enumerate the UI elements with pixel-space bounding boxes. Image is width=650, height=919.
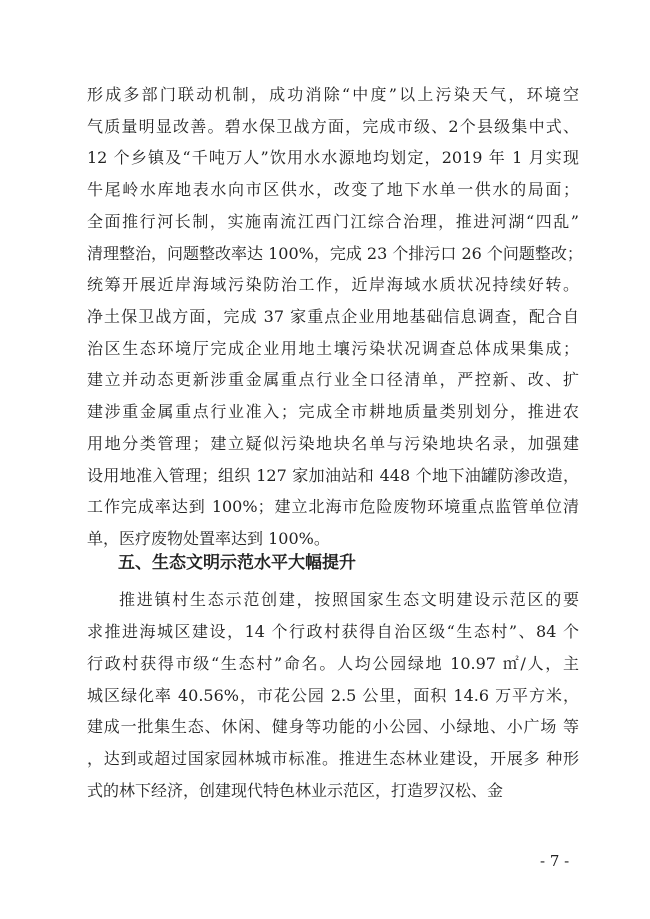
body-text-line: 12 个乡镇及“千吨万人”饮用水水源地均划定，2019 年 1 月实现 (87, 148, 579, 167)
body-text-line: ，达到或超过国家园林城市标准。推进生态林业建设，开展多 种形 (87, 749, 579, 768)
body-text-line: 求推进海城区建设，14 个行政村获得自治区级“生态村”、84 个 (87, 622, 579, 641)
body-text-line: 清理整治，问题整改率达 100%，完成 23 个排污口 26 个问题整改； (87, 244, 583, 263)
body-text-line: 形成多部门联动机制，成功消除“中度”以上污染天气，环境空 (87, 85, 579, 104)
body-text-line: 统筹开展近岸海域污染防治工作，近岸海域水质状况持续好转。 (87, 275, 579, 294)
body-text-line: 气质量明显改善。碧水保卫战方面，完成市级、2个县级集中式、 (87, 117, 579, 136)
body-text-line: 用地分类管理；建立疑似污染地块名单与污染地块名录，加强建 (87, 434, 579, 453)
body-text-line: 城区绿化率 40.56%，市花公园 2.5 公里，面积 14.6 万平方米， (87, 686, 579, 705)
body-text-line: 单，医疗废物处置率达到 100%。 (87, 529, 330, 548)
body-text-line: 治区生态环境厅完成企业用地土壤污染状况调查总体成果集成； (87, 339, 579, 358)
body-text-line: 建立并动态更新涉重金属重点行业全口径清单，严控新、改、扩 (87, 370, 579, 389)
body-text-line: 式的林下经济，创建现代特色林业示范区，打造罗汉松、金 (87, 781, 504, 800)
body-text-line: 牛尾岭水库地表水向市区供水，改变了地下水单一供水的局面； (87, 180, 579, 199)
section-heading: 五、生态文明示范水平大幅提升 (118, 553, 356, 573)
body-text-line: 建成一批集生态、休闲、健身等功能的小公园、小绿地、小广场 等 (87, 717, 579, 736)
body-text-line: 净土保卫战方面，完成 37 家重点企业用地基础信息调查，配合自 (87, 307, 579, 326)
body-text-line: 推进镇村生态示范创建，按照国家生态文明建设示范区的要 (119, 590, 579, 609)
body-text-line: 设用地准入管理；组织 127 家加油站和 448 个地下油罐防渗改造， (87, 466, 579, 485)
body-text-line: 建涉重金属重点行业准入；完成全市耕地质量类别划分，推进农 (87, 402, 579, 421)
body-text-line: 全面推行河长制，实施南流江西门江综合治理，推进河湖“四乱” (87, 212, 579, 231)
body-text-line: 行政村获得市级“生态村”命名。人均公园绿地 10.97 ㎡/人，主 (87, 654, 579, 673)
page-number: - 7 - (540, 852, 570, 870)
body-text-line: 工作完成率达到 100%；建立北海市危险废物环境重点监管单位清 (87, 497, 579, 516)
